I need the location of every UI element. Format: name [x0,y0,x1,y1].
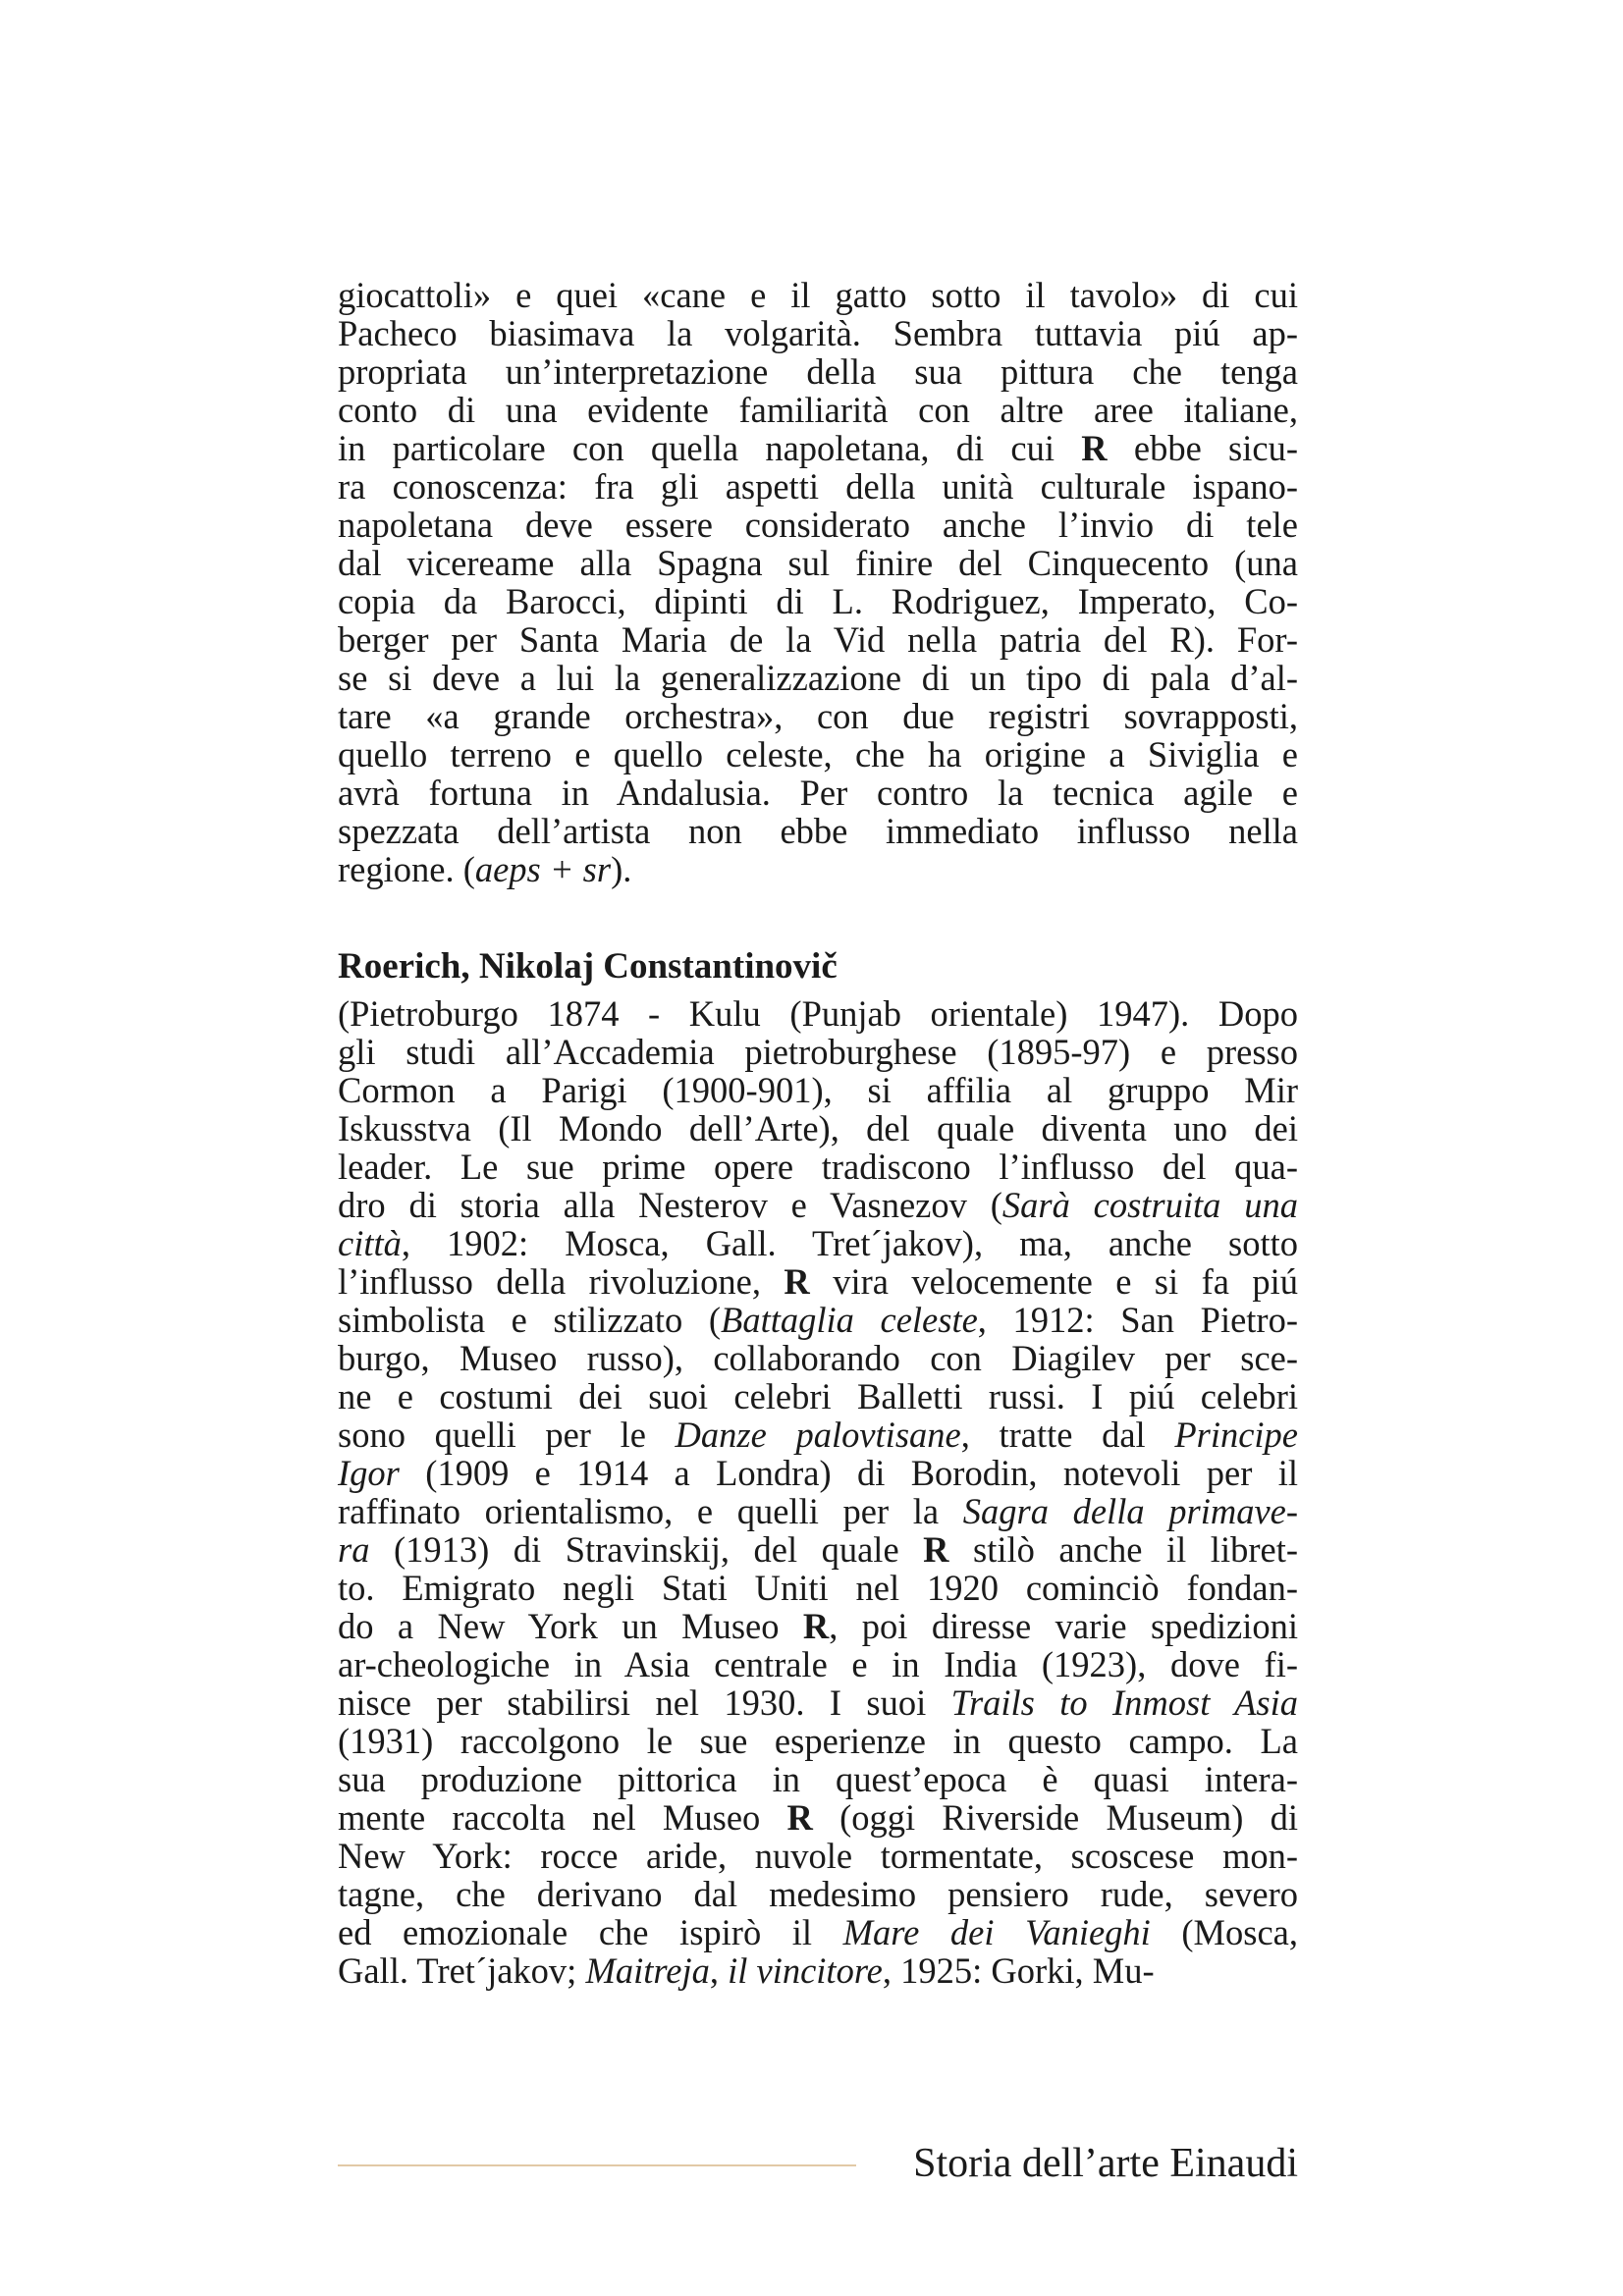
previous-entry-continuation [338,276,1298,888]
bold-abbrev: R [786,1797,813,1838]
text-line: Pacheco biasimava la volgarità. Sembra tuttavia piú ap- [338,313,1298,353]
text-line: Igor (1909 e 1914 a Londra) di Borodin, notevoli per il [338,1453,1298,1493]
text-line: sua produzione pittorica in quest’epoca è quasi intera- [338,1759,1298,1799]
text-line: berger per Santa Maria de la Vid nella patria del R). For- [338,619,1298,660]
bold-abbrev: R [802,1606,830,1646]
italic-title: Sarà costruita una [1001,1185,1298,1225]
text-line: ar-cheologiche in Asia centrale e in India (1923), dove fi- [338,1644,1298,1684]
bold-abbrev: R [784,1261,810,1302]
text-line: Cormon a Parigi (1900-901), si affilia al gruppo Mir [338,1070,1298,1110]
text-line: raffinato orientalismo, e quelli per la Sagra della primave- [338,1491,1298,1531]
text-line: leader. Le sue prime opere tradiscono l’influsso del qua- [338,1147,1298,1187]
text-line: propriata un’interpretazione della sua pittura che tenga [338,351,1298,392]
italic-title: Battaglia celeste [721,1300,978,1340]
italic-title: Sagra della primave- [962,1491,1298,1531]
text-line: Iskusstva (Il Mondo dell’Arte), del quale diventa uno dei [338,1108,1298,1148]
text-line: dro di storia alla Nesterov e Vasnezov (Sarà costruita una [338,1185,1298,1225]
text-line: giocattoli» e quei «cane e il gatto sotto il tavolo» di cui [338,275,1298,315]
text-line: sono quelli per le Danze palovtisane, tratte dal Principe [338,1415,1298,1455]
text-line: ra conoscenza: fra gli aspetti della unità culturale ispano- [338,466,1298,507]
italic-title: il vincitore [728,1950,883,1991]
italic-title: ra [338,1529,370,1570]
bold-abbrev: R [1081,428,1108,468]
text-line: ed emozionale che ispirò il Mare dei Vanieghi (Mosca, [338,1912,1298,1952]
text-column [338,276,1298,1990]
text-line: dal vicereame alla Spagna sul finire del Cinquecento (una [338,543,1298,583]
text-line: tare «a grande orchestra», con due registri sovrapposti, [338,696,1298,736]
italic-title: Danze palovtisane [675,1415,961,1455]
text-line: avrà fortuna in Andalusia. Per contro la tecnica agile e [338,773,1298,813]
text-line: (Pietroburgo 1874 - Kulu (Punjab orientale) 1947). Dopo [338,993,1298,1034]
italic-title: Maitreja [585,1950,710,1991]
italic-title: Mare dei Vanieghi [842,1912,1151,1952]
text-line: New York: rocce aride, nuvole tormentate, scoscese mon- [338,1836,1298,1876]
text-line: do a New York un Museo R, poi diresse varie spedizioni [338,1606,1298,1646]
text-line: to. Emigrato negli Stati Uniti nel 1920 cominciò fondan- [338,1568,1298,1608]
text-line: copia da Barocci, dipinti di L. Rodriguez, Imperato, Co- [338,581,1298,621]
text-line: l’influsso della rivoluzione, R vira velocemente e si fa piú [338,1261,1298,1302]
text-line: Gall. Tret´jakov; Maitreja, il vincitore, 1925: Gorki, Mu- [338,1950,1155,1991]
text-line: in particolare con quella napoletana, di cui R ebbe sicu- [338,428,1298,468]
entry-body [338,994,1298,1990]
bold-abbrev: R [923,1529,949,1570]
text-line: regione. (aeps + sr). [338,849,632,889]
text-line: ne e costumi dei suoi celebri Balletti russi. I piú celebri [338,1376,1298,1416]
text-line: se si deve a lui la generalizzazione di un tipo di pala d’al- [338,658,1298,698]
entry-separator [338,888,1298,943]
text-line: mente raccolta nel Museo R (oggi Riverside Museum) di [338,1797,1298,1838]
text-line: quello terreno e quello celeste, che ha origine a Siviglia e [338,734,1298,774]
italic-title: città [338,1223,402,1263]
entry-title: Roerich, Nikolaj Constantinovič [338,946,838,987]
text-line: burgo, Museo russo), collaborando con Diagilev per sce- [338,1338,1298,1378]
footer-rule [338,2164,856,2166]
text-line: napoletana deve essere considerato anche l’invio di tele [338,505,1298,545]
italic-title: Trails to Inmost Asia [950,1682,1298,1723]
text-line: ra (1913) di Stravinskij, del quale R stilò anche il libret- [338,1529,1298,1570]
entry-roerich [338,943,1298,1990]
italic-title: Principe [1174,1415,1298,1455]
italic-title: Igor [338,1453,400,1493]
text-line: conto di una evidente familiarità con altre aree italiane, [338,390,1298,430]
text-line: spezzata dell’artista non ebbe immediato influsso nella [338,811,1298,851]
footer-publisher: Storia dell’arte Einaudi [913,2141,1298,2186]
text-line: città, 1902: Mosca, Gall. Tret´jakov), ma, anche sotto [338,1223,1298,1263]
text-line: nisce per stabilirsi nel 1930. I suoi Trails to Inmost Asia [338,1682,1298,1723]
text-line: gli studi all’Accademia pietroburghese (1895-97) e presso [338,1032,1298,1072]
text-line: simbolista e stilizzato (Battaglia celeste, 1912: San Pietro- [338,1300,1298,1340]
text-line: tagne, che derivano dal medesimo pensiero rude, severo [338,1874,1298,1914]
italic-title: aeps + sr [474,849,612,889]
text-line: (1931) raccolgono le sue esperienze in questo campo. La [338,1721,1298,1761]
